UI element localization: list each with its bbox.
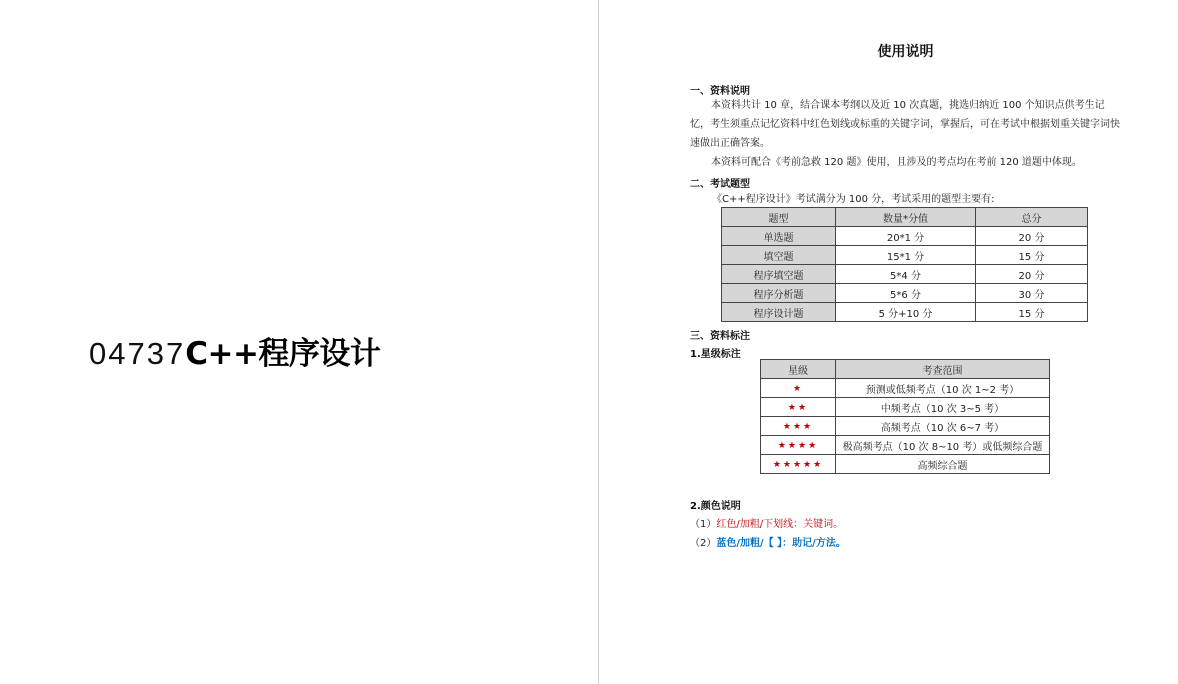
table-row: [722, 227, 1088, 246]
header-cell: 星级: [761, 360, 836, 379]
table-cell: 15 分: [976, 246, 1088, 265]
section-heading-materials: 一、资料说明: [690, 86, 750, 97]
table-cell: 单选题: [722, 227, 836, 246]
table-cell: 5*4 分: [836, 265, 976, 284]
exam-types-table: [721, 207, 1088, 322]
table-header-row: [761, 360, 1050, 379]
star-rating-cell: [761, 417, 836, 436]
table-cell: 30 分: [976, 284, 1088, 303]
color-legend-red: [690, 515, 843, 530]
header-cell: 题型: [722, 208, 836, 227]
legend-text-red: 红色/加粗/下划线：关键词。: [716, 519, 844, 530]
materials-paragraph-1: 本资料共计 10 章，结合课本考纲以及近 10 次真题，挑选归纳近 100 个知识点供考生记忆，考生须重点记忆资料中红色划线或标重的关键字词，掌握后，可在考试中根据划重关键字词快速做出正确答案。: [690, 100, 1120, 149]
page-title: 使用说明: [877, 44, 934, 60]
materials-description: [690, 96, 1120, 172]
table-cell: 程序设计题: [722, 303, 836, 322]
cover-title: [89, 334, 380, 379]
star-icon: ★★★: [782, 421, 814, 432]
color-legend-blue: [690, 534, 846, 549]
header-cell: 数量*分值: [836, 208, 976, 227]
exam-intro: 《C++程序设计》考试满分为 100 分，考试采用的题型主要有:: [712, 194, 995, 205]
table-row: [722, 303, 1088, 322]
section-heading-exam-types: 二、考试题型: [690, 179, 750, 190]
table-row: [722, 246, 1088, 265]
table-row: [761, 436, 1050, 455]
materials-paragraph-2: 本资料可配合《考前急救 120 题》使用，且涉及的考点均在考前 120 道题中体现。: [711, 157, 1082, 168]
legend-prefix: （1）: [690, 519, 717, 530]
table-cell: 极高频考点（10 次 8~10 考）或低频综合题: [836, 436, 1050, 455]
table-cell: 填空题: [722, 246, 836, 265]
subheading-star-rating: 1.星级标注: [690, 349, 741, 360]
star-rating-cell: [761, 436, 836, 455]
star-icon: ★★: [787, 402, 809, 413]
star-rating-table: [760, 359, 1050, 474]
star-icon: ★★★★★: [772, 459, 824, 470]
table-row: [761, 379, 1050, 398]
star-rating-cell: [761, 379, 836, 398]
table-cell: 预测或低频考点（10 次 1~2 考）: [836, 379, 1050, 398]
table-cell: 20 分: [976, 265, 1088, 284]
header-cell: 考查范围: [836, 360, 1050, 379]
table-row: [722, 284, 1088, 303]
header-cell: 总分: [976, 208, 1088, 227]
table-cell: 5 分+10 分: [836, 303, 976, 322]
table-row: [761, 398, 1050, 417]
course-code: 04737: [89, 336, 186, 371]
table-cell: 5*6 分: [836, 284, 976, 303]
legend-prefix: （2）: [690, 538, 717, 549]
instructions-page: [599, 0, 1178, 684]
table-cell: 20 分: [976, 227, 1088, 246]
section-heading-annotations: 三、资料标注: [690, 331, 750, 342]
table-cell: 15*1 分: [836, 246, 976, 265]
legend-text-blue: 蓝色/加粗/【 】：助记/方法。: [716, 538, 846, 549]
table-cell: 15 分: [976, 303, 1088, 322]
table-cell: 高频考点（10 次 6~7 考）: [836, 417, 1050, 436]
course-name: C++程序设计: [185, 336, 381, 372]
star-icon: ★★★★: [777, 440, 819, 451]
table-cell: 程序填空题: [722, 265, 836, 284]
star-rating-cell: [761, 398, 836, 417]
star-rating-cell: [761, 455, 836, 474]
table-row: [761, 455, 1050, 474]
table-row: [761, 417, 1050, 436]
subheading-color-legend: 2.颜色说明: [690, 501, 741, 512]
table-cell: 程序分析题: [722, 284, 836, 303]
table-cell: 高频综合题: [836, 455, 1050, 474]
table-cell: 20*1 分: [836, 227, 976, 246]
table-row: [722, 265, 1088, 284]
table-cell: 中频考点（10 次 3~5 考）: [836, 398, 1050, 417]
star-icon: ★: [792, 383, 804, 394]
table-header-row: [722, 208, 1088, 227]
